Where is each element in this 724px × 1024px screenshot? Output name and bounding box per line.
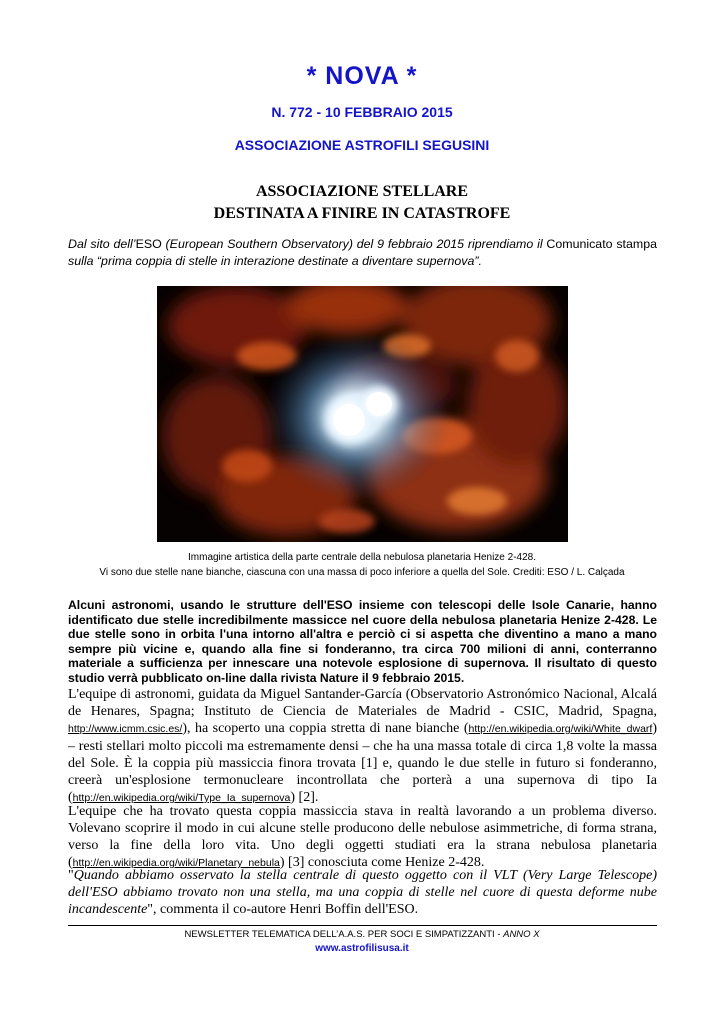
eso-link-text[interactable]: ESO (135, 237, 162, 251)
p1-text-c: ) – resti stellari molto piccoli ma estremamente densi – che ha una massa totale di circa 1,8 volte la massa del Sole. È la coppia più massiccia finora trovata [1] e, quando le due stelle in futuro si fonderanno, creerà un'esplosione termonucleare incontrollata che porterà a una supernova di tipo Ia ( (68, 721, 657, 805)
intro-text-3: sulla “prima coppia di stelle in interazione destinate a diventare supernova”. (68, 254, 482, 268)
footer-divider (68, 925, 657, 926)
p2-text-a: L'equipe che ha trovato questa coppia massiccia stava in realtà lavorando a un problema diverso. Volevano scoprire il modo in cui alcune stelle producono delle nebulose asimmetriche, di forma strana, verso la fine della loro vita. Uno degli oggetti studiati era la strana nebulosa planetaria ( (68, 804, 657, 870)
body-paragraph-3 (68, 867, 657, 918)
intro-text-2: (European Southern Observatory) del 9 febbraio 2015 riprendiamo il (161, 237, 547, 251)
association-name: ASSOCIAZIONE ASTROFILI SEGUSINI (234, 137, 490, 153)
body-paragraph-2 (68, 803, 657, 872)
footer-label: NEWSLETTER TELEMATICA DELL’A.A.S. PER SOCI E SIMPATIZZANTI - (184, 929, 504, 940)
footer-website-link[interactable]: www.astrofilisusa.it (315, 943, 409, 954)
press-release-link-text[interactable]: Comunicato stampa (546, 237, 657, 251)
newsletter-title: * NOVA * (306, 62, 418, 90)
p1-text-a: L'equipe di astronomi, guidata da Miguel Santander-García (Observatorio Astronómico Nacional, Alcalá de Henares, Spagna; Instituto de Ciencia de Materiales de Madrid - CSIC, Madrid, Spagna, (68, 687, 657, 719)
image-caption (0, 550, 724, 580)
p3-open-quote: " (68, 868, 74, 883)
nebula-illustration (157, 286, 568, 542)
headline-line-1: ASSOCIAZIONE STELLARE (255, 183, 469, 200)
intro-text-1: Dal sito dell’ (68, 237, 136, 251)
body-paragraph-1 (68, 686, 657, 807)
p1-text-b: ), ha scoperto una coppia stretta di nane bianche ( (182, 721, 469, 736)
intro-paragraph (68, 236, 657, 270)
planetary-nebula-link[interactable]: http://en.wikipedia.org/wiki/Planetary_nebula (72, 857, 280, 869)
caption-line-2: Vi sono due stelle nane bianche, ciascuna con una massa di poco inferiore a quella del Sole. Crediti: ESO / L. Calçada (99, 567, 625, 578)
footer-year: ANNO X (503, 929, 540, 940)
footer-newsletter-info (0, 929, 724, 940)
p3-attribution: ", commenta il co-autore Henri Boffin dell'ESO. (147, 902, 419, 917)
p1-text-d: ) [2]. (290, 790, 319, 805)
caption-line-1: Immagine artistica della parte centrale della nebulosa planetaria Henize 2-428. (188, 552, 536, 563)
nebula-artist-image (157, 286, 568, 542)
issue-number-date: N. 772 - 10 FEBBRAIO 2015 (271, 104, 453, 120)
white-dwarf-link[interactable]: http://en.wikipedia.org/wiki/White_dwarf (468, 723, 653, 735)
type-ia-supernova-link[interactable]: http://en.wikipedia.org/wiki/Type_Ia_supernova (72, 792, 291, 804)
p2-text-b: ) [3] conosciuta come Henize 2-428. (279, 855, 485, 870)
icmm-link[interactable]: http://www.icmm.csic.es/ (68, 723, 183, 735)
article-headline (0, 181, 724, 225)
lead-paragraph: Alcuni astronomi, usando le strutture dell'ESO insieme con telescopi delle Isole Canarie, hanno identificato due stelle incredibilmente massicce nel cuore della nebulosa planetaria Henize 2-428. Le due stelle sono in orbita l'una intorno all'altra e perciò ci si aspetta che diventino a mano a mano sempre più vicine e, quando alla fine si fonderanno, tra circa 700 milioni di anni, conterranno materiale a sufficienza per innescare una notevole esplosione di supernova. Il risultato di questo studio verrà pubblicato on-line dalla rivista Nature il 9 febbraio 2015. (68, 598, 657, 685)
p3-quote: Quando abbiamo osservato la stella centrale di questo oggetto con il VLT (Very Large Telescope) dell'ESO abbiamo trovato non una stella, ma una coppia di stelle nel cuore di questa deforme nube incandescente (68, 868, 657, 917)
headline-line-2: DESTINATA A FINIRE IN CATASTROFE (213, 205, 511, 222)
